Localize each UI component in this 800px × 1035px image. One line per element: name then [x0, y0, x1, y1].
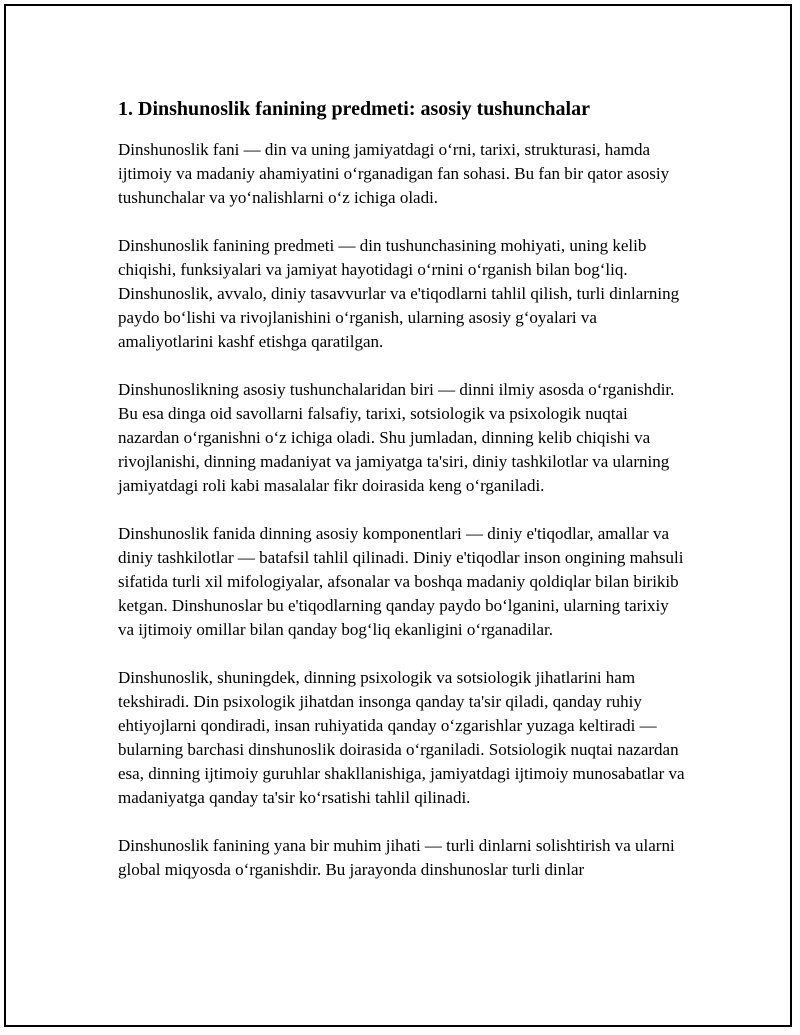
- document-body: [118, 96, 688, 906]
- page-frame: [4, 4, 792, 1027]
- paragraph-5: Dinshunoslik, shuningdek, dinning psixologik va sotsiologik jihatlarini ham tekshiradi. Din psixologik jihatdan insonga qanday ta'sir qiladi, qanday ruhiy ehtiyojlarni qondiradi, insan ruhiyatida qanday o‘zgarishlar yuzaga keltiradi — bularning barchasi dinshunoslik doirasida o‘rganiladi. Sotsiologik nuqtai nazardan esa, dinning ijtimoiy guruhlar shakllanishiga, jamiyatdagi ijtimoiy munosabatlar va madaniyatga qanday ta'sir ko‘rsatishi tahlil qilinadi.: [118, 668, 685, 807]
- paragraph-4: Dinshunoslik fanida dinning asosiy komponentlari — diniy e'tiqodlar, amallar va diniy tashkilotlar — batafsil tahlil qilinadi. Diniy e'tiqodlar inson ongining mahsuli sifatida turli xil mifologiyalar, afsonalar va boshqa madaniy qoldiqlar bilan birikib ketgan. Dinshunoslar bu e'tiqodlarning qanday paydo bo‘lganini, ularning tarixiy va ijtimoiy omillar bilan qanday bog‘liq ekanligini o‘rganadilar.: [118, 524, 684, 639]
- paragraph-2: Dinshunoslik fanining predmeti — din tushunchasining mohiyati, uning kelib chiqishi, funksiyalari va jamiyat hayotidagi o‘rnini o‘rganish bilan bog‘liq. Dinshunoslik, avvalo, diniy tasavvurlar va e'tiqodlarni tahlil qilish, turli dinlarning paydo bo‘lishi va rivojlanishini o‘rganish, ularning asosiy g‘oyalari va amaliyotlarini kashf etishga qaratilgan.: [118, 236, 680, 351]
- section-title: 1. Dinshunoslik fanining predmeti: asosiy tushunchalar: [118, 98, 590, 120]
- paragraph-6: Dinshunoslik fanining yana bir muhim jihati — turli dinlarni solishtirish va ularni global miqyosda o‘rganishdir. Bu jarayonda dinshunoslar turli dinlar: [118, 836, 675, 879]
- paragraph-3: Dinshunoslikning asosiy tushunchalaridan biri — dinni ilmiy asosda o‘rganishdir. Bu esa dinga oid savollarni falsafiy, tarixi, sotsiologik va psixologik nuqtai nazardan o‘rganishni o‘z ichiga oladi. Shu jumladan, dinning kelib chiqishi va rivojlanishi, dinning madaniyat va jamiyatga ta'siri, diniy tashkilotlar va ularning jamiyatdagi roli kabi masalalar fikr doirasida keng o‘rganiladi.: [118, 380, 675, 495]
- paragraph-1: Dinshunoslik fani — din va uning jamiyatdagi o‘rni, tarixi, strukturasi, hamda ijtimoiy va madaniy ahamiyatini o‘rganadigan fan sohasi. Bu fan bir qator asosiy tushunchalar va yo‘nalishlarni o‘z ichiga oladi.: [118, 140, 670, 207]
